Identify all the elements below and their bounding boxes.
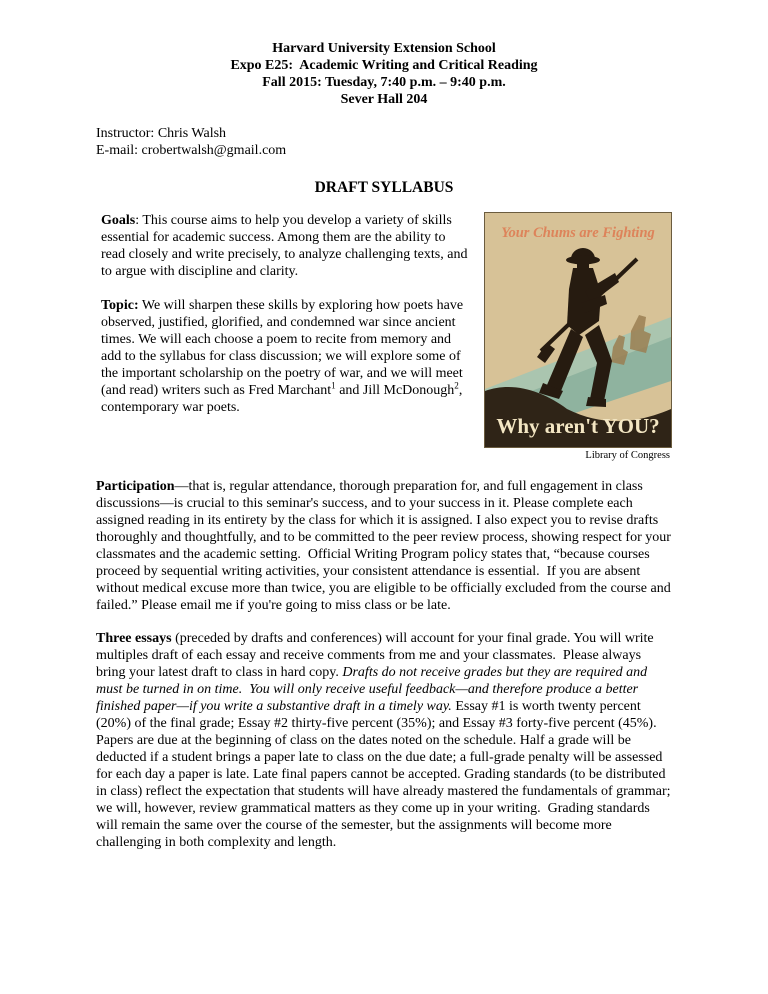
- poster-column: [484, 212, 672, 462]
- poster-bottom-text: Why aren't YOU?: [496, 414, 660, 438]
- header-line-school: Harvard University Extension School: [272, 41, 496, 56]
- poster-caption: Library of Congress: [585, 450, 670, 461]
- goals-paragraph: Goals: This course aims to help you develop a variety of skills essential for academic success. Among them are the ability to read closely and write precisely, to analyze challenging texts, and to argue with discipline and clarity.: [101, 213, 471, 279]
- war-poster-image: [484, 212, 672, 448]
- document-header: [96, 40, 672, 108]
- email-line: E-mail: crobertwalsh@gmail.com: [96, 143, 287, 158]
- intro-text-column: [96, 212, 484, 416]
- header-line-location: Sever Hall 204: [340, 92, 428, 107]
- topic-paragraph: Topic: We will sharpen these skills by exploring how poets have observed, justified, glorified, and condemned war since ancient times. We will each choose a poem to recite from memory and add to the syllabus for class discussion; we will explore some of the important scholarship on the poetry of war, and we will meet (and read) writers such as Fred Marchant$^1$ and Jill McDonough$^2$, contemporary war poets.: [101, 298, 467, 415]
- page-title: DRAFT SYLLABUS: [314, 179, 454, 196]
- instructor-line: Instructor: Chris Walsh: [96, 126, 227, 141]
- intro-section: [96, 212, 672, 462]
- poster-top-text: Your Chums are Fighting: [501, 225, 655, 241]
- instructor-block: [96, 125, 672, 159]
- participation-paragraph: Participation—that is, regular attendance, thorough preparation for, and full engagement in class discussions—is crucial to this seminar's success, and to your success in it. Please complete each assigned reading in its entirety by the class for which it is assigned. I also expect you to revise drafts thoroughly and thoughtfully, and to be committed to the peer review process, showing respect for your classmates and the academic setting. Official Writing Program policy states that, “because courses proceed by sequential writing activities, your consistent attendance is essential. If you are absent without medical excuse more than twice, you are eligible to be officially excluded from the course and failed.” Please email me if you're going to miss class or be late.: [96, 479, 675, 613]
- header-line-course: Expo E25: Academic Writing and Critical Reading: [230, 58, 538, 73]
- header-line-term: Fall 2015: Tuesday, 7:40 p.m. – 9:40 p.m.: [262, 75, 506, 90]
- essays-paragraph: Three essays (preceded by drafts and conferences) will account for your final grade. You will write multiples draft of each essay and receive comments from me and your classmates. Please always bring your latest draft to class in hard copy. Drafts do not receive grades but they are required and must be turned in on time. You will only receive useful feedback—and therefore produce a better finished paper—if you write a substantive draft in a timely way. Essay #1 is worth twenty percent (20%) of the final grade; Essay #2 thirty-five percent (35%); and Essay #3 forty-five percent (45%). Papers are due at the beginning of class on the dates noted on the schedule. Half a grade will be deducted if a student brings a paper late to class on the due date; a full-grade penalty will be assessed for each day a paper is late. Late final papers cannot be accepted. Grading standards (to be distributed in class) reflect the expectation that students will have already mastered the fundamentals of grammar; we will, however, review grammatical matters as they come up in your writing. Grading standards will remain the same over the course of the semester, but the assignments will become more challenging in both complexity and length.: [96, 631, 675, 850]
